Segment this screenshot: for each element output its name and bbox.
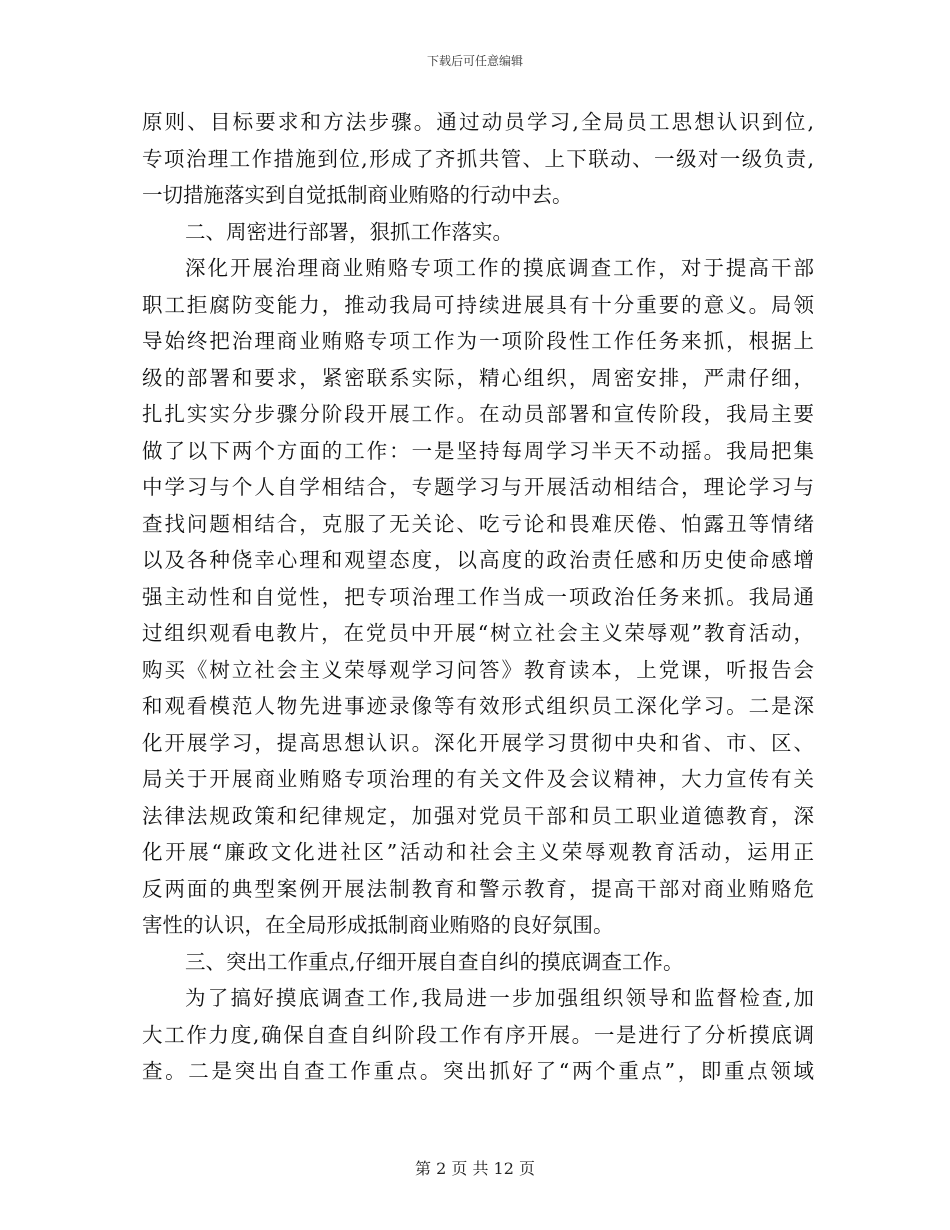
body-line: 一切措施落实到自觉抵制商业贿赂的行动中去。	[142, 183, 573, 207]
body-line: 深化开展治理商业贿赂专项工作的摸底调查工作，对于提高干部	[185, 256, 814, 280]
body-line: 扎扎实实分步骤分阶段开展工作。在动员部署和宣传阶段，我局主要	[142, 402, 814, 426]
header-note: 下载后可任意编辑	[426, 54, 523, 68]
body-line: 局关于开展商业贿赂专项治理的有关文件及会议精神，大力宣传有关	[142, 767, 814, 791]
body-line: 导始终把治理商业贿赂专项工作为一项阶段性工作任务来抓，根据上	[142, 329, 814, 353]
body-line: 反两面的典型案例开展法制教育和警示教育，提高干部对商业贿赂危	[142, 876, 814, 901]
body-line: 化开展学习，提高思想认识。深化开展学习贯彻中央和省、市、区、	[142, 730, 814, 755]
body-line: 强主动性和自觉性，把专项治理工作当成一项政治任务来抓。我局通	[142, 584, 814, 609]
body-line: 大工作力度,确保自查自纠阶段工作有序开展。一是进行了分析摸底调	[142, 1022, 814, 1047]
body-line: 和观看模范人物先进事迹录像等有效形式组织员工深化学习。二是深	[142, 694, 814, 718]
body-line: 为了搞好摸底调查工作,我局进一步加强组织领导和监督检查,加	[185, 986, 814, 1010]
body-line: 查。二是突出自查工作重点。突出抓好了“两个重点”，即重点领域	[142, 1059, 814, 1083]
body-line: 查找问题相结合，克服了无关论、吃亏论和畏难厌倦、怕露丑等情绪	[142, 511, 814, 536]
body-line: 过组织观看电教片，在党员中开展“树立社会主义荣辱观”教育活动，	[142, 621, 814, 645]
body-line: 中学习与个人自学相结合，专题学习与开展活动相结合，理论学习与	[142, 475, 814, 499]
body-line: 法律法规政策和纪律规定，加强对党员干部和员工职业道德教育，深	[142, 803, 814, 828]
body-line: 职工拒腐防变能力，推动我局可持续进展具有十分重要的意义。局领	[142, 292, 814, 317]
section-heading: 二、周密进行部署，狠抓工作落实。	[185, 219, 513, 244]
body-line: 级的部署和要求，紧密联系实际，精心组织，周密安排，严肃仔细，	[142, 365, 814, 390]
body-line: 专项治理工作措施到位,形成了齐抓共管、上下联动、一级对一级负责,	[142, 146, 814, 171]
body-line: 化开展“廉政文化进社区”活动和社会主义荣辱观教育活动，运用正	[142, 840, 814, 864]
body-line: 害性的认识，在全局形成抵制商业贿赂的良好氛围。	[142, 913, 614, 937]
body-line: 原则、目标要求和方法步骤。通过动员学习,全局员工思想认识到位,	[142, 110, 814, 134]
body-line: 以及各种侥幸心理和观望态度，以高度的政治责任感和历史使命感增	[142, 548, 814, 572]
body-line: 做了以下两个方面的工作：一是坚持每周学习半天不动摇。我局把集	[142, 438, 814, 463]
section-heading: 三、突出工作重点,仔细开展自查自纠的摸底调查工作。	[185, 949, 684, 974]
page-number: 第 2 页 共 12 页	[415, 1159, 535, 1178]
body-line: 购买《树立社会主义荣辱观学习问答》教育读本，上党课，听报告会	[142, 657, 814, 682]
document-body	[142, 104, 814, 1090]
